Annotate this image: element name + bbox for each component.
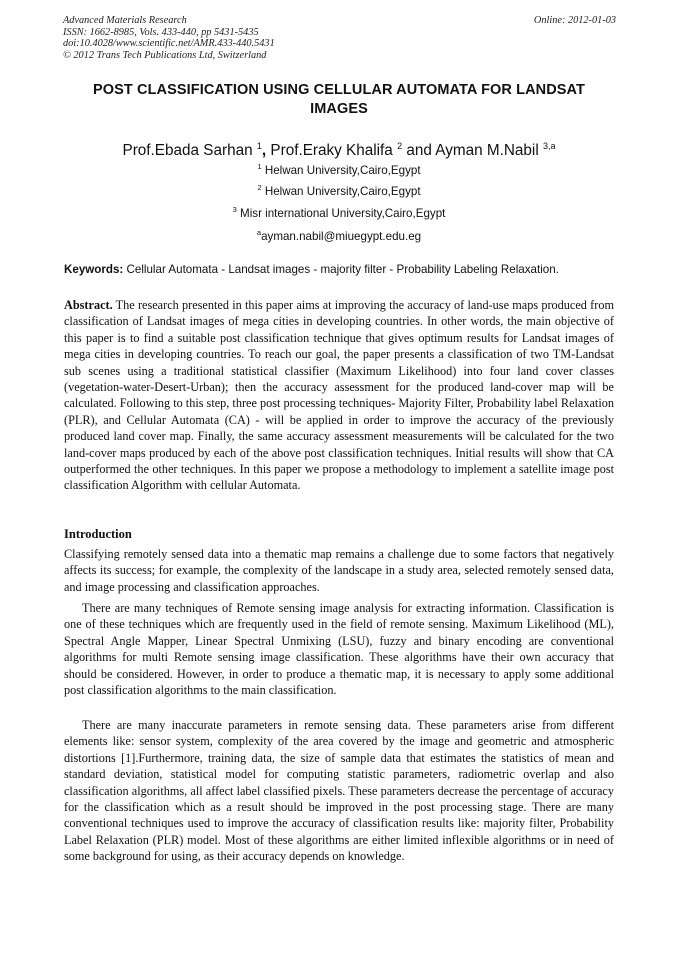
online-date: Online: 2012-01-03 <box>533 15 616 26</box>
affiliation-2 <box>60 185 618 199</box>
affiliation-1 <box>60 164 618 178</box>
issn-line: ISSN: 1662-8985, Vols. 433-440, pp 5431-5435 <box>63 26 259 38</box>
author-separator: , <box>261 142 271 159</box>
doi-line: doi:10.4028/www.scientific.net/AMR.433-440.5431 <box>63 38 275 49</box>
abstract <box>64 297 614 494</box>
keywords <box>64 263 616 277</box>
journal-name: Advanced Materials Research <box>63 15 187 26</box>
affiliation-1-text: Helwan University,Cairo,Egypt <box>261 164 421 177</box>
journal-header <box>63 15 275 61</box>
author-email <box>60 230 618 244</box>
affiliation-2-text: Helwan University,Cairo,Egypt <box>261 185 421 198</box>
title-line-2: IMAGES <box>310 101 368 117</box>
author-3-sup: 3,a <box>542 140 556 151</box>
author-1: Prof.Ebada Sarhan <box>122 142 257 159</box>
affiliation-3-sup: 3 <box>232 205 237 215</box>
email-sup: a <box>256 228 262 238</box>
intro-paragraph-2: There are many techniques of Remote sensing image analysis for extracting information. Classification is one of these techniques which are frequently used in the field of remote sensing. Maximum Likelihood (ML), Spectral Angle Mapper, Linear Spectral Unmixing (LSU), fuzzy and binary encoding are conventional algorithms for multi Remote sensing image classification. These algorithms have their own accuracy that should be considered. However, in order to produce a thematic map, it is necessary to apply some additional post classification algorithms to the main classification. <box>64 601 614 698</box>
author-and: and <box>402 142 436 159</box>
abstract-text: The research presented in this paper aims at improving the accuracy of land-use maps produced from classification of Landsat images of mega cities in developing countries. In other words, the main objective of this paper is to find a suitable post classification technique that gives optimum results for Landsat images of mega cities in developing countries. To reach our goal, the paper presents a classification of two TM-Landsat sub scenes using a traditional statistical classifier (Maximum Likelihood) into four land cover classes (vegetation-water-Desert-Urban); then the accuracy assessment for the produced land-cover map will be calculated. Following to this step, three post processing techniques- Majority Filter, Probability label Relaxation (PLR), and Cellular Automata (CA) - will be applied in order to improve the accuracy of the previously produced land cover map. Finally, the same accuracy assessment measurements will be calculated for the two land-cover maps produced by each of the above post classification techniques. Initial results will show that CA outperformed the other techniques. In this paper we propose a methodology to implement a satellite image post classification Algorithm with cellular Automata. <box>64 298 614 493</box>
abstract-label: Abstract. <box>64 298 113 312</box>
copyright-line: © 2012 Trans Tech Publications Ltd, Switzerland <box>63 49 267 61</box>
affiliation-3 <box>60 207 618 221</box>
author-1-sup: 1 <box>256 140 262 151</box>
email-text: ayman.nabil@miuegypt.edu.eg <box>261 230 422 243</box>
author-3: Ayman M.Nabil <box>435 142 543 159</box>
author-list <box>60 141 618 161</box>
affiliation-1-sup: 1 <box>257 162 262 172</box>
section-heading-introduction: Introduction <box>64 527 132 541</box>
title-line-1: POST CLASSIFICATION USING CELLULAR AUTOMATA FOR LANDSAT <box>92 82 586 98</box>
author-2: Prof.Eraky Khalifa <box>270 142 398 159</box>
keywords-text: Cellular Automata - Landsat images - majority filter - Probability Labeling Relaxation. <box>123 263 559 276</box>
intro-paragraph-1: Classifying remotely sensed data into a thematic map remains a challenge due to some factors that negatively affects its success; for example, the complexity of the landscape in a study area, selected remotely sensed data, and image processing and classification approaches. <box>64 547 614 594</box>
keywords-label: Keywords: <box>64 263 124 276</box>
affiliation-2-sup: 2 <box>257 183 262 193</box>
author-2-sup: 2 <box>397 140 403 151</box>
intro-paragraph-3: There are many inaccurate parameters in remote sensing data. These parameters arise from different elements like: sensor system, complexity of the area covered by the image and geometric and atmospheric distortions [1].Furthermore, training data, the size of sample data that estimates the statistics of mean and standard deviation, statistical model for computing statistic parameters, radiometric overlap and also classification algorithms, all affect label classified pixels. These parameters decrease the percentage of accuracy for the classification which as a result should be improved in the post processing stage. There are many conventional techniques used to improve the accuracy of classification results like: majority filter, Probability Label Relaxation (PLR) model. Most of these algorithms are either limited inflexible algorithms or in need of some background for using, as their accuracy depends on knowledge. <box>64 718 614 864</box>
affiliation-3-text: Misr international University,Cairo,Egypt <box>236 207 446 220</box>
paper-title <box>60 81 618 119</box>
